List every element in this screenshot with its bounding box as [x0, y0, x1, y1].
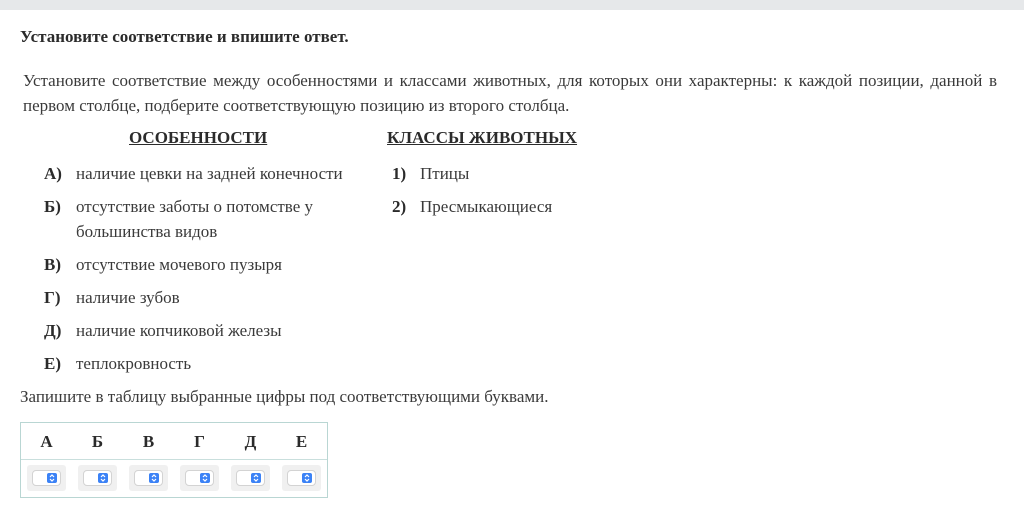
answer-select-v[interactable] [134, 470, 163, 486]
feature-letter: Б) [44, 197, 61, 216]
feature-text: отсутствие заботы о потомстве у большинства видов [76, 197, 314, 241]
answer-table [20, 422, 328, 498]
answer-select-a[interactable] [32, 470, 61, 486]
answer-select-g[interactable] [185, 470, 214, 486]
feature-item-d [44, 318, 374, 343]
answer-cell-v [129, 465, 168, 491]
top-bar [0, 0, 1024, 10]
answer-cell-e [282, 465, 321, 491]
select-arrows-icon [98, 473, 108, 483]
feature-letter: А) [44, 164, 62, 183]
class-number: 2) [392, 197, 407, 216]
feature-text: наличие копчиковой железы [76, 321, 282, 340]
class-item-1 [392, 161, 652, 186]
select-arrows-icon [251, 473, 261, 483]
class-text: Пресмыкающиеся [420, 197, 553, 216]
feature-item-e [44, 351, 374, 376]
feature-item-g [44, 285, 374, 310]
answer-header-e: Е [295, 432, 308, 451]
features-column-header: ОСОБЕННОСТИ [129, 128, 268, 147]
feature-letter: Е) [44, 354, 61, 373]
class-number: 1) [392, 164, 407, 183]
feature-letter: Г) [44, 288, 61, 307]
answer-select-d[interactable] [236, 470, 265, 486]
answer-header-v: В [142, 432, 155, 451]
answer-header-a: А [40, 432, 53, 451]
answer-header-d: Д [244, 432, 257, 451]
feature-text: теплокровность [76, 354, 192, 373]
feature-item-a [44, 161, 374, 186]
answer-select-b[interactable] [83, 470, 112, 486]
answer-header-g: Г [194, 432, 205, 451]
answer-select-e[interactable] [287, 470, 316, 486]
class-item-2 [392, 194, 652, 219]
task-title: Установите соответствие и впишите ответ. [20, 27, 349, 46]
instruction-text: Запишите в таблицу выбранные цифры под соответствующими буквами. [20, 387, 549, 406]
answer-cell-g [180, 465, 219, 491]
feature-item-v [44, 252, 374, 277]
feature-letter: В) [44, 255, 61, 274]
feature-text: наличие цевки на задней конечности [76, 164, 343, 183]
select-arrows-icon [47, 473, 57, 483]
feature-text: отсутствие мочевого пузыря [76, 255, 282, 274]
answer-cell-d [231, 465, 270, 491]
answer-cell-a [27, 465, 66, 491]
task-intro: Установите соответствие между особенностями и классами животных, для которых они характерны: к каждой позиции, данной в первом столбце, подберите соответствующую позицию из второго столбца. [23, 71, 997, 115]
select-arrows-icon [149, 473, 159, 483]
feature-letter: Д) [44, 321, 62, 340]
answer-table-header-row [21, 423, 327, 460]
answer-cell-b [78, 465, 117, 491]
answer-header-b: Б [91, 432, 104, 451]
class-text: Птицы [420, 164, 470, 183]
select-arrows-icon [302, 473, 312, 483]
feature-item-b [44, 194, 334, 244]
classes-column-header: КЛАССЫ ЖИВОТНЫХ [387, 128, 578, 147]
feature-text: наличие зубов [76, 288, 180, 307]
select-arrows-icon [200, 473, 210, 483]
